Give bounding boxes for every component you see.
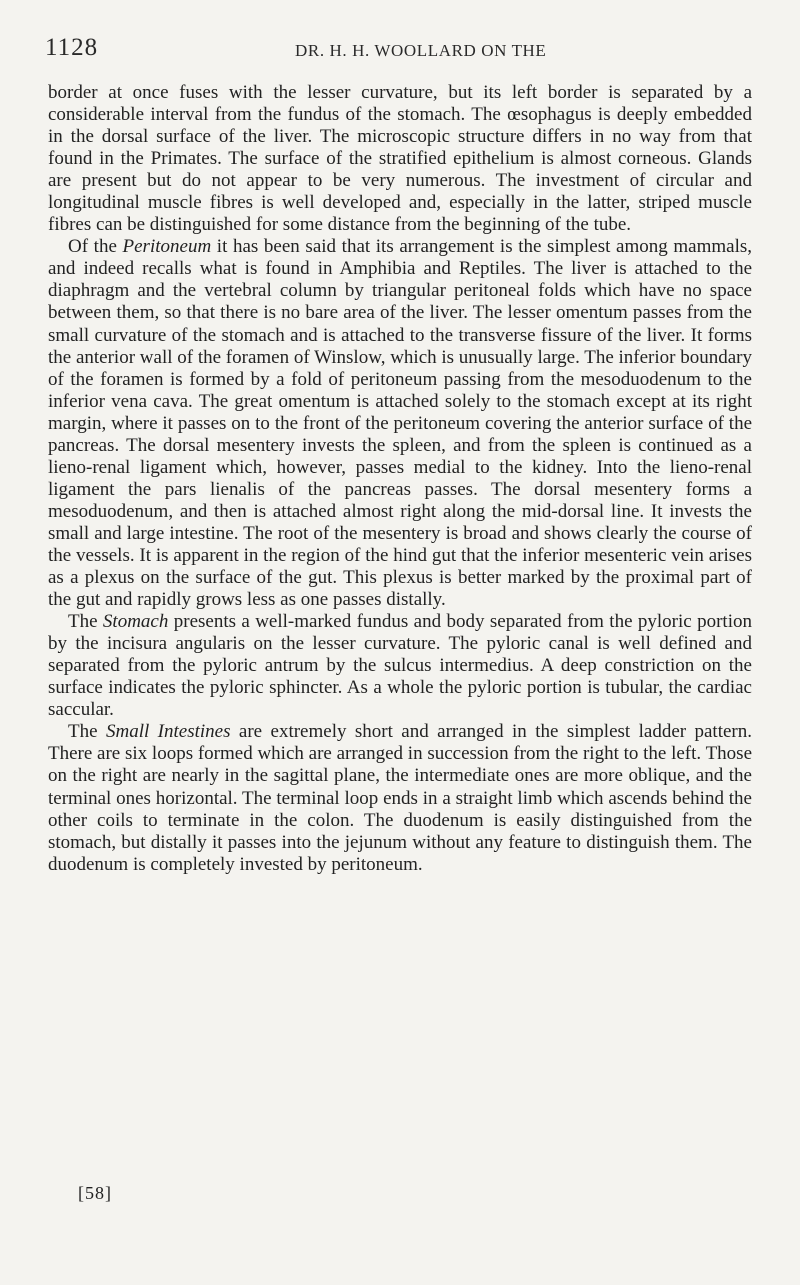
paragraph-lead: The	[68, 611, 103, 633]
paragraph-oesophagus: border at once fuses with the lesser curvature, but its left border is separated by a considerable interval from the fundus of the stomach. The œsophagus is deeply embedded in the dorsal surface of the liver. The microscopic structure differs in no way from that found in the Primates. The surface of the stratified epithelium is almost corneous. Glands are present but do not appear to be very numerous. The investment of circular and longitudinal muscle fibres is well developed and, especially in the latter, striped muscle fibres can be distinguished for some distance from the beginning of the tube.	[48, 82, 752, 236]
paragraph-lead: The	[68, 721, 106, 743]
section-term-peritoneum: Peritoneum	[122, 236, 212, 258]
paragraph-peritoneum	[48, 236, 752, 611]
paragraph-stomach	[48, 611, 752, 721]
paragraph-text: it has been said that its arrangement is the simplest among mammals, and indeed recalls what is found in Amphibia and Reptiles. The liver is attached to the diaphragm and the vertebral column by triangular peritoneal folds which have no space between them, so that there is no bare area of the liver. The lesser omentum passes from the small curvature of the stomach and is attached to the transverse fissure of the liver. It forms the anterior wall of the foramen of Winslow, which is unusually large. The inferior boundary of the foramen is formed by a fold of peritoneum passing from the mesoduodenum to the inferior vena cava. The great omentum is attached solely to the stomach except at its right margin, where it passes on to the front of the peritoneum covering the anterior surface of the pancreas. The dorsal mesentery invests the spleen, and from the spleen is continued as a lieno-renal ligament which, however, passes medial to the kidney. Into the lieno-renal ligament the pars lienalis of the pancreas passes. The dorsal mesentery forms a mesoduodenum, and then is attached almost right along the mid-dorsal line. It invests the small and large intestine. The root of the mesentery is broad and shows clearly the course of the vessels. It is apparent in the region of the hind gut that the inferior mesenteric vein arises as a plexus on the surface of the gut. This plexus is better marked by the proximal part of the gut and rapidly grows less as one passes distally.	[48, 236, 752, 611]
paragraph-lead: Of the	[68, 236, 123, 258]
body-text	[48, 82, 752, 876]
signature-mark: [58]	[78, 1183, 112, 1203]
page-header	[45, 34, 755, 64]
section-term-stomach: Stomach	[102, 611, 169, 633]
running-title: DR. H. H. WOOLLARD ON THE	[295, 41, 547, 60]
paragraph-small-intestines	[48, 721, 752, 875]
paragraph-text: presents a well-marked fundus and body separated from the pyloric portion by the incisura angularis on the lesser curvature. The pyloric canal is well defined and separated from the pyloric antrum by the sulcus intermedius. A deep constriction on the surface indicates the pyloric sphincter. As a whole the pyloric portion is tubular, the cardiac saccular.	[48, 611, 752, 721]
section-term-small-intestines: Small Intestines	[105, 721, 231, 743]
paragraph-text: are extremely short and arranged in the simplest ladder pattern. There are six loops formed which are arranged in succession from the right to the left. Those on the right are nearly in the sagittal plane, the intermediate ones are more oblique, and the terminal ones horizontal. The terminal loop ends in a straight limb which ascends behind the other coils to terminate in the colon. The duodenum is easily distinguished from the stomach, but distally it passes into the jejunum without any feature to distinguish them. The duodenum is completely invested by peritoneum.	[48, 721, 753, 875]
page-number: 1128	[45, 34, 99, 61]
